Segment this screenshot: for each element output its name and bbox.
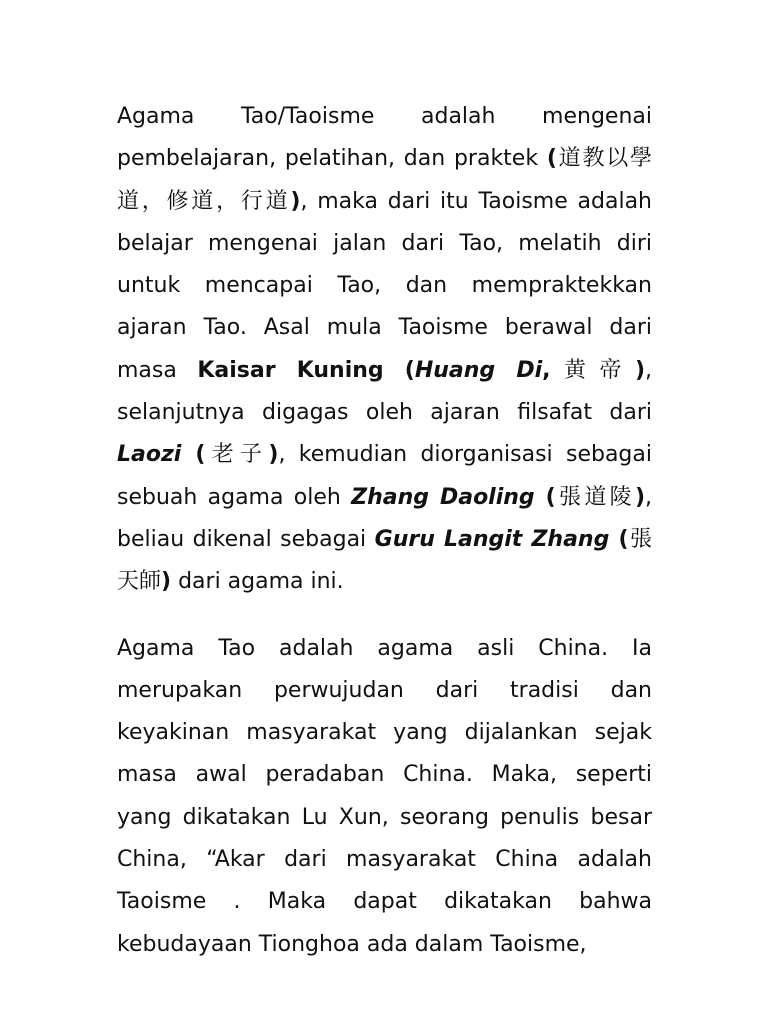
chinese-text: 張天師 (117, 526, 652, 595)
chinese-text: 道教以學道，修道，行道 (117, 146, 652, 214)
bold-paren: ) (634, 484, 646, 510)
chinese-text: 黄帝 (550, 357, 635, 383)
bold-italic-term: Laozi (117, 442, 182, 468)
paragraph-taoisme-definition (117, 96, 652, 604)
bold-italic-term: Guru Langit Zhang (374, 526, 610, 552)
bold-italic-term: Zhang Daoling (351, 484, 535, 510)
text-run: , beliau dikenal sebagai (117, 484, 653, 552)
text-run: , selanjutnya digagas oleh ajaran filsafat dari (117, 357, 652, 426)
bold-paren: ( (534, 484, 556, 510)
text-run: , kemudian diorganisasi sebagai sebuah agama oleh (117, 442, 652, 510)
chinese-text: 老子 (205, 442, 269, 468)
bold-paren: ) (161, 569, 172, 595)
text-run: Agama Tao/Taoisme adalah mengenai pembelajaran, pelatihan, dan praktek (117, 104, 652, 172)
bold-term: Kaisar Kuning ( (197, 357, 415, 383)
text-run: , maka dari itu Taoisme adalah belajar mengenai jalan dari Tao, melatih diri untuk mencapai Tao, dan mempraktekkan ajaran Tao. Asal mula Taoisme berawal dari masa (117, 188, 652, 383)
bold-paren: ( (609, 526, 629, 552)
bold-paren: ) (634, 357, 645, 383)
bold-paren: ( (546, 146, 557, 172)
bold-italic-term: Huang Di (414, 357, 543, 383)
text-run: dari agama ini. (171, 569, 344, 595)
chinese-text: 張道陵 (555, 484, 635, 510)
bold-paren: ( (181, 442, 206, 468)
bold-comma: , (542, 357, 551, 383)
paragraph-taoisme-origin: Agama Tao adalah agama asli China. Ia merupakan perwujudan dari tradisi dan keyakinan masyarakat yang dijalankan sejak masa awal peradaban China. Maka, seperti yang dikatakan Lu Xun, seorang penulis besar China, “Akar dari masyarakat China adalah Taoisme . Maka dapat dikatakan bahwa kebudayaan Tionghoa ada dalam Taoisme, (117, 635, 652, 957)
bold-paren: ) (268, 442, 279, 468)
bold-paren: ) (290, 188, 301, 214)
document-page (117, 96, 652, 966)
